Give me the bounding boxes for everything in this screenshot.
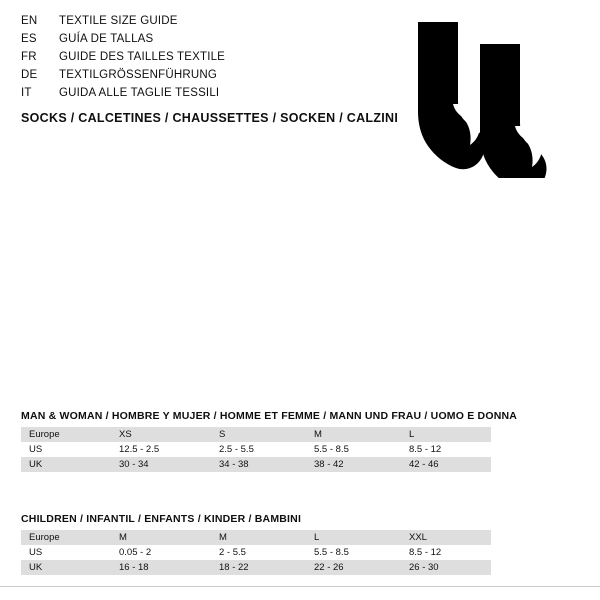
- table-row: [21, 530, 491, 545]
- cell: US: [21, 545, 111, 560]
- adults-size-section: [21, 410, 518, 472]
- cell: 22 - 26: [306, 560, 401, 575]
- language-code: EN: [21, 15, 38, 27]
- children-table-title: CHILDREN / INFANTIL / ENFANTS / KINDER / BAMBINI: [21, 513, 302, 525]
- socks-illustration: [400, 18, 580, 178]
- language-code: FR: [21, 51, 37, 63]
- cell: 5.5 - 8.5: [306, 442, 401, 457]
- table-row: [21, 427, 491, 442]
- cell: UK: [21, 560, 111, 575]
- cell: UK: [21, 457, 111, 472]
- cell: 30 - 34: [111, 457, 211, 472]
- product-subtitle: SOCKS / CALCETINES / CHAUSSETTES / SOCKEN / CALZINI: [21, 111, 399, 125]
- language-label: TEXTILGRÖSSENFÜHRUNG: [59, 69, 217, 81]
- cell: 42 - 46: [401, 457, 491, 472]
- language-label: TEXTILE SIZE GUIDE: [59, 15, 178, 27]
- cell: M: [111, 530, 211, 545]
- bottom-divider: [0, 586, 600, 587]
- language-row: [21, 69, 421, 87]
- cell: 2.5 - 5.5: [211, 442, 306, 457]
- cell: M: [306, 427, 401, 442]
- cell: 38 - 42: [306, 457, 401, 472]
- cell: 34 - 38: [211, 457, 306, 472]
- cell: XXL: [401, 530, 491, 545]
- adults-size-table: [21, 427, 491, 472]
- language-label: GUIDA ALLE TAGLIE TESSILI: [59, 87, 220, 99]
- cell: XS: [111, 427, 211, 442]
- language-code: ES: [21, 33, 37, 45]
- cell: M: [211, 530, 306, 545]
- cell: 12.5 - 2.5: [111, 442, 211, 457]
- children-size-table: [21, 530, 491, 575]
- language-list: [21, 15, 421, 105]
- cell: S: [211, 427, 306, 442]
- sock-right-shape: [480, 44, 547, 178]
- cell: 16 - 18: [111, 560, 211, 575]
- table-row: [21, 442, 491, 457]
- cell: L: [306, 530, 401, 545]
- cell: Europe: [21, 427, 111, 442]
- language-code: IT: [21, 87, 32, 99]
- cell: L: [401, 427, 491, 442]
- table-row: [21, 545, 491, 560]
- cell: 26 - 30: [401, 560, 491, 575]
- cell: 18 - 22: [211, 560, 306, 575]
- cell: Europe: [21, 530, 111, 545]
- table-row: [21, 560, 491, 575]
- language-row: [21, 51, 421, 69]
- cell: US: [21, 442, 111, 457]
- cell: 5.5 - 8.5: [306, 545, 401, 560]
- sock-left-shape: [418, 22, 485, 169]
- language-code: DE: [21, 69, 38, 81]
- language-label: GUIDE DES TAILLES TEXTILE: [59, 51, 226, 63]
- language-row: [21, 33, 421, 51]
- children-size-section: [21, 513, 491, 575]
- cell: 8.5 - 12: [401, 442, 491, 457]
- table-row: [21, 457, 491, 472]
- language-row: [21, 87, 421, 105]
- cell: 2 - 5.5: [211, 545, 306, 560]
- language-label: GUÍA DE TALLAS: [59, 33, 154, 45]
- adults-table-title: MAN & WOMAN / HOMBRE Y MUJER / HOMME ET FEMME / MANN UND FRAU / UOMO E DONNA: [21, 410, 518, 422]
- cell: 0.05 - 2: [111, 545, 211, 560]
- language-row: [21, 15, 421, 33]
- cell: 8.5 - 12: [401, 545, 491, 560]
